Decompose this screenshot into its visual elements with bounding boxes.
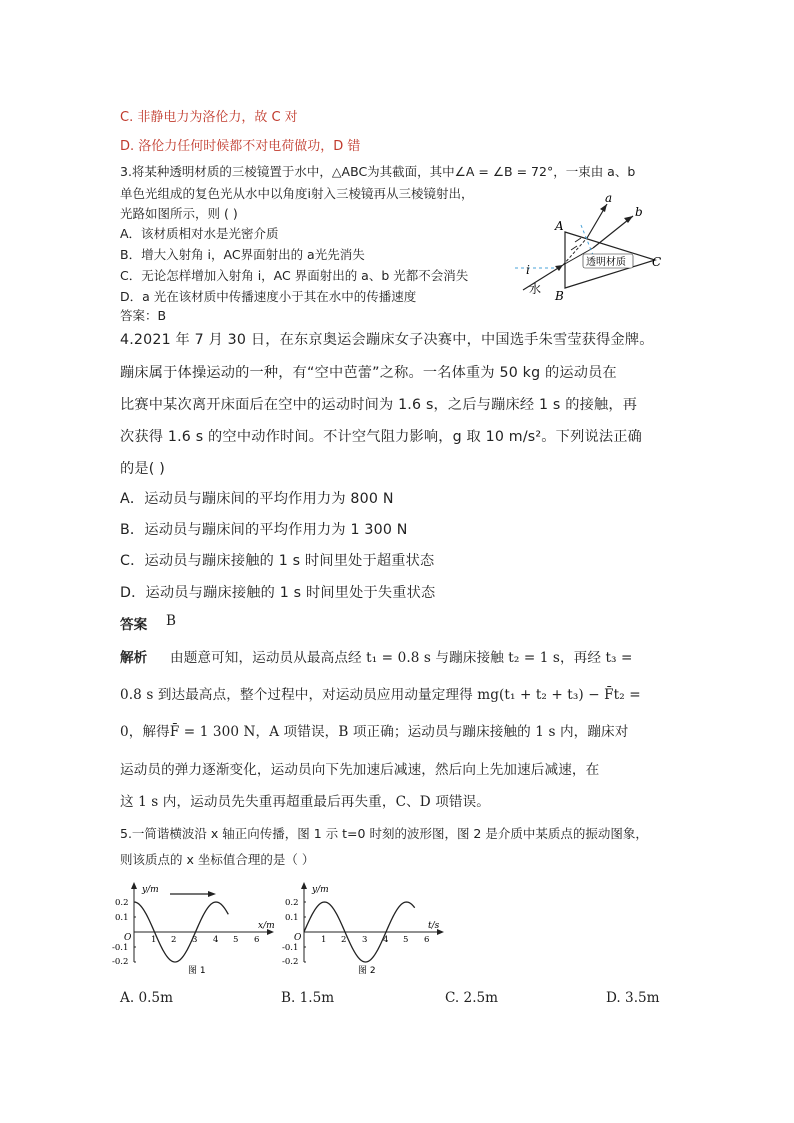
angle-i-label: i bbox=[526, 263, 530, 277]
q4-option-c: C．运动员与蹦床接触的 1 s 时间里处于超重状态 bbox=[120, 553, 435, 569]
fig2-y-label: y/m bbox=[312, 885, 329, 895]
q3-option-d: D．a 光在该材质中传播速度小于其在水中的传播速度 bbox=[120, 289, 417, 304]
q5-option-c: C. 2.5m bbox=[445, 990, 499, 1006]
fig1-xtick: 3 bbox=[192, 935, 198, 945]
q4-stem-line3: 比赛中某次离开床面后在空中的运动时间为 1.6 s，之后与蹦床经 1 s 的接触，再 bbox=[120, 397, 638, 413]
q4-stem-line2: 蹦床属于体操运动的一种，有“空中芭蕾”之称。一名体重为 50 kg 的运动员在 bbox=[120, 365, 617, 381]
fig2-ytick: 0.2 bbox=[285, 898, 299, 908]
fig1-xtick: 4 bbox=[213, 935, 219, 945]
q4-solution-line1: 由题意可知，运动员从最高点经 t₁ = 0.8 s 与蹦床接触 t₂ = 1 s，再经 t₃ = bbox=[170, 650, 633, 666]
fig1-xtick: 5 bbox=[233, 935, 239, 945]
fig1-xtick: 2 bbox=[171, 935, 177, 945]
prism-diagram bbox=[515, 190, 675, 305]
q4-stem-line1: 4.2021 年 7 月 30 日，在东京奥运会蹦床女子决赛中，中国选手朱雪莹获得金牌。 bbox=[120, 332, 654, 348]
q4-option-b: B．运动员与蹦床间的平均作用力为 1 300 N bbox=[120, 522, 408, 538]
fig1-x-label: x/m bbox=[258, 921, 275, 931]
q4-option-a: A．运动员与蹦床间的平均作用力为 800 N bbox=[120, 491, 394, 507]
fig1-xtick: 1 bbox=[151, 935, 157, 945]
fig2-xtick: 5 bbox=[403, 935, 409, 945]
q5-option-d: D. 3.5m bbox=[606, 990, 660, 1006]
q4-solution-line2: 0.8 s 到达最高点，整个过程中，对运动员应用动量定理得 mg(t₁ + t₂ + t₃) − F̄t₂ = bbox=[120, 687, 641, 703]
q3-option-a: A．该材质相对水是光密介质 bbox=[120, 226, 279, 241]
fig2-ytick: -0.1 bbox=[282, 943, 299, 953]
q3-stem-line2: 单色光组成的复色光从水中以角度i射入三棱镜再从三棱镜射出， bbox=[120, 186, 474, 201]
q3-stem-line1: 3.将某种透明材质的三棱镜置于水中，△ABC为其截面，其中∠A = ∠B = 72°，一束由 a、b bbox=[120, 164, 636, 179]
fig1-xtick: 6 bbox=[254, 935, 260, 945]
vertex-b-label: B bbox=[555, 289, 564, 303]
q3-option-c: C．无论怎样增加入射角 i，AC 界面射出的 a、b 光都不会消失 bbox=[120, 268, 469, 283]
fig1-ytick: -0.2 bbox=[112, 957, 129, 967]
q4-stem-line4: 次获得 1.6 s 的空中动作时间。不计空气阻力影响，g 取 10 m/s²。下列说法正确 bbox=[120, 429, 643, 445]
q4-solution-label: 解析 bbox=[120, 650, 148, 666]
q3-option-b: B．增大入射角 i，AC界面射出的 a光先消失 bbox=[120, 247, 365, 262]
q4-stem-line5: 的是( ) bbox=[120, 461, 165, 477]
fig1-ytick: -0.1 bbox=[112, 943, 129, 953]
q3-answer: 答案：B bbox=[120, 308, 167, 323]
vertex-c-label: C bbox=[652, 255, 662, 269]
fig2-xtick: 2 bbox=[341, 935, 347, 945]
fig1-y-label: y/m bbox=[142, 885, 159, 895]
fig1-origin: O bbox=[124, 933, 132, 943]
vibration-figure-2 bbox=[282, 880, 452, 978]
q5-option-a: A. 0.5m bbox=[120, 990, 173, 1006]
q4-option-d: D．运动员与蹦床接触的 1 s 时间里处于失重状态 bbox=[120, 585, 436, 601]
q5-stem-line1: 5.一简谐横波沿 x 轴正向传播，图 1 示 t=0 时刻的波形图，图 2 是介质中某质点的振动图象， bbox=[120, 826, 648, 841]
vertex-a-label: A bbox=[555, 219, 564, 233]
q2-option-d: D. 洛伦力任何时候都不对电荷做功，D 错 bbox=[120, 139, 361, 154]
q3-stem-line3: 光路如图所示，则 ( ) bbox=[120, 206, 238, 221]
fig2-xtick: 6 bbox=[424, 935, 430, 945]
fig2-xtick: 4 bbox=[383, 935, 389, 945]
q5-option-b: B. 1.5m bbox=[281, 990, 335, 1006]
fig1-ytick: 0.2 bbox=[115, 898, 129, 908]
q4-solution-line3: 0，解得F̄ = 1 300 N，A 项错误，B 项正确；运动员与蹦床接触的 1 s 内，蹦床对 bbox=[120, 724, 629, 740]
q4-solution-line5: 这 1 s 内，运动员先失重再超重最后再失重，C、D 项错误。 bbox=[120, 794, 490, 810]
fig2-xtick: 3 bbox=[362, 935, 368, 945]
q4-solution-line4: 运动员的弹力逐渐变化，运动员向下先加速后减速，然后向上先加速后减速，在 bbox=[120, 762, 600, 778]
ray-b-label: b bbox=[635, 205, 643, 219]
fig2-xtick: 1 bbox=[321, 935, 327, 945]
ray-a-label: a bbox=[605, 191, 613, 205]
material-label: 透明材质 bbox=[586, 257, 626, 268]
fig2-caption: 图 2 bbox=[358, 966, 376, 976]
q4-answer-label: 答案 bbox=[120, 617, 148, 633]
water-label: 水 bbox=[529, 282, 542, 296]
q4-answer-value: B bbox=[166, 613, 176, 629]
q2-option-c: C. 非静电力为洛伦力，故 C 对 bbox=[120, 110, 298, 125]
fig2-x-label: t/s bbox=[428, 921, 440, 931]
fig2-origin: O bbox=[294, 933, 302, 943]
q5-stem-line2: 则该质点的 x 坐标值合理的是（ ） bbox=[120, 852, 315, 867]
fig1-ytick: 0.1 bbox=[115, 913, 129, 923]
fig2-ytick: 0.1 bbox=[285, 913, 299, 923]
wave-figure-1 bbox=[112, 880, 282, 978]
fig2-ytick: -0.2 bbox=[282, 957, 299, 967]
fig1-caption: 图 1 bbox=[188, 966, 206, 976]
